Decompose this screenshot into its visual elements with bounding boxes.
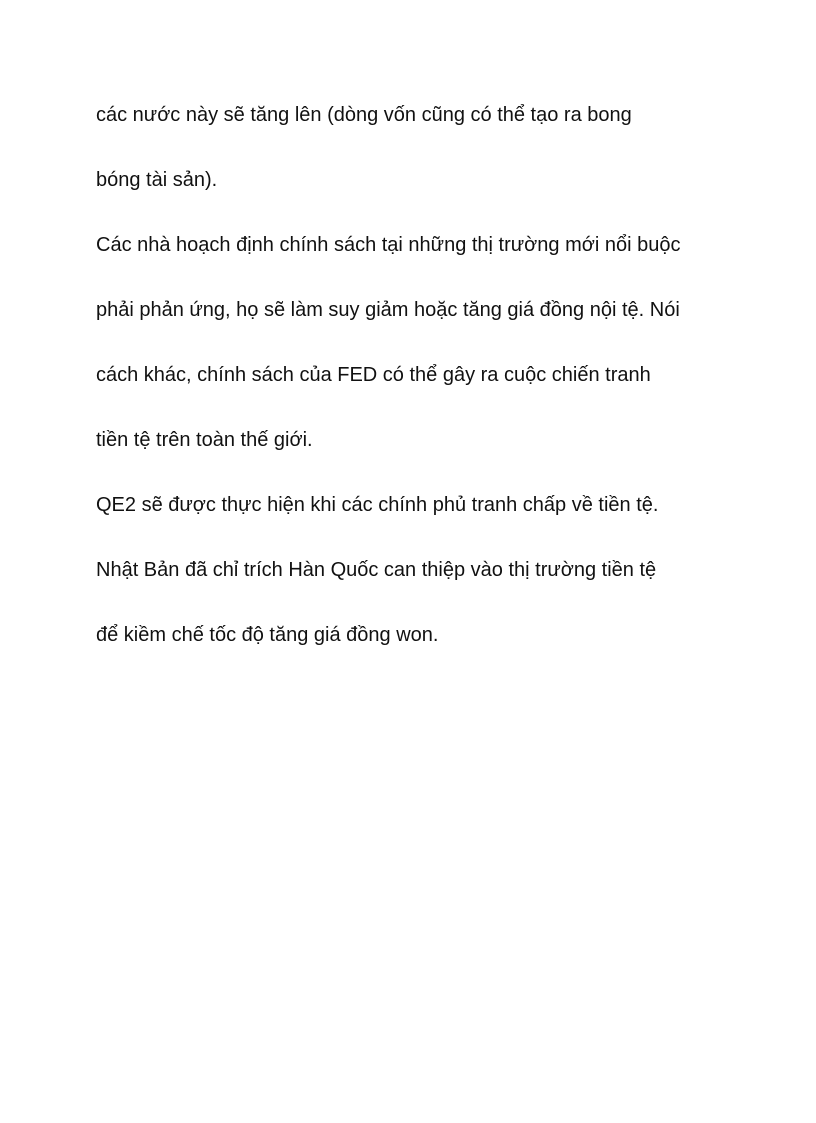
paragraph-3 (96, 487, 776, 653)
text-line: Nhật Bản đã chỉ trích Hàn Quốc can thiệp vào thị trường tiền tệ (96, 559, 657, 581)
text-line: tiền tệ trên toàn thế giới. (96, 429, 313, 451)
text-line: bóng tài sản). (96, 169, 218, 191)
text-line: để kiềm chế tốc độ tăng giá đồng won. (96, 624, 439, 646)
body-text (96, 97, 776, 682)
text-line: Các nhà hoạch định chính sách tại những thị trường mới nổi buộc (96, 234, 681, 256)
text-line: phải phản ứng, họ sẽ làm suy giảm hoặc tăng giá đồng nội tệ. Nói (96, 299, 680, 321)
paragraph-1 (96, 97, 776, 198)
text-line: các nước này sẽ tăng lên (dòng vốn cũng có thể tạo ra bong (96, 104, 632, 126)
text-line: QE2 sẽ được thực hiện khi các chính phủ tranh chấp về tiền tệ. (96, 494, 659, 516)
text-line: cách khác, chính sách của FED có thể gây ra cuộc chiến tranh (96, 364, 651, 386)
paragraph-2 (96, 227, 776, 458)
